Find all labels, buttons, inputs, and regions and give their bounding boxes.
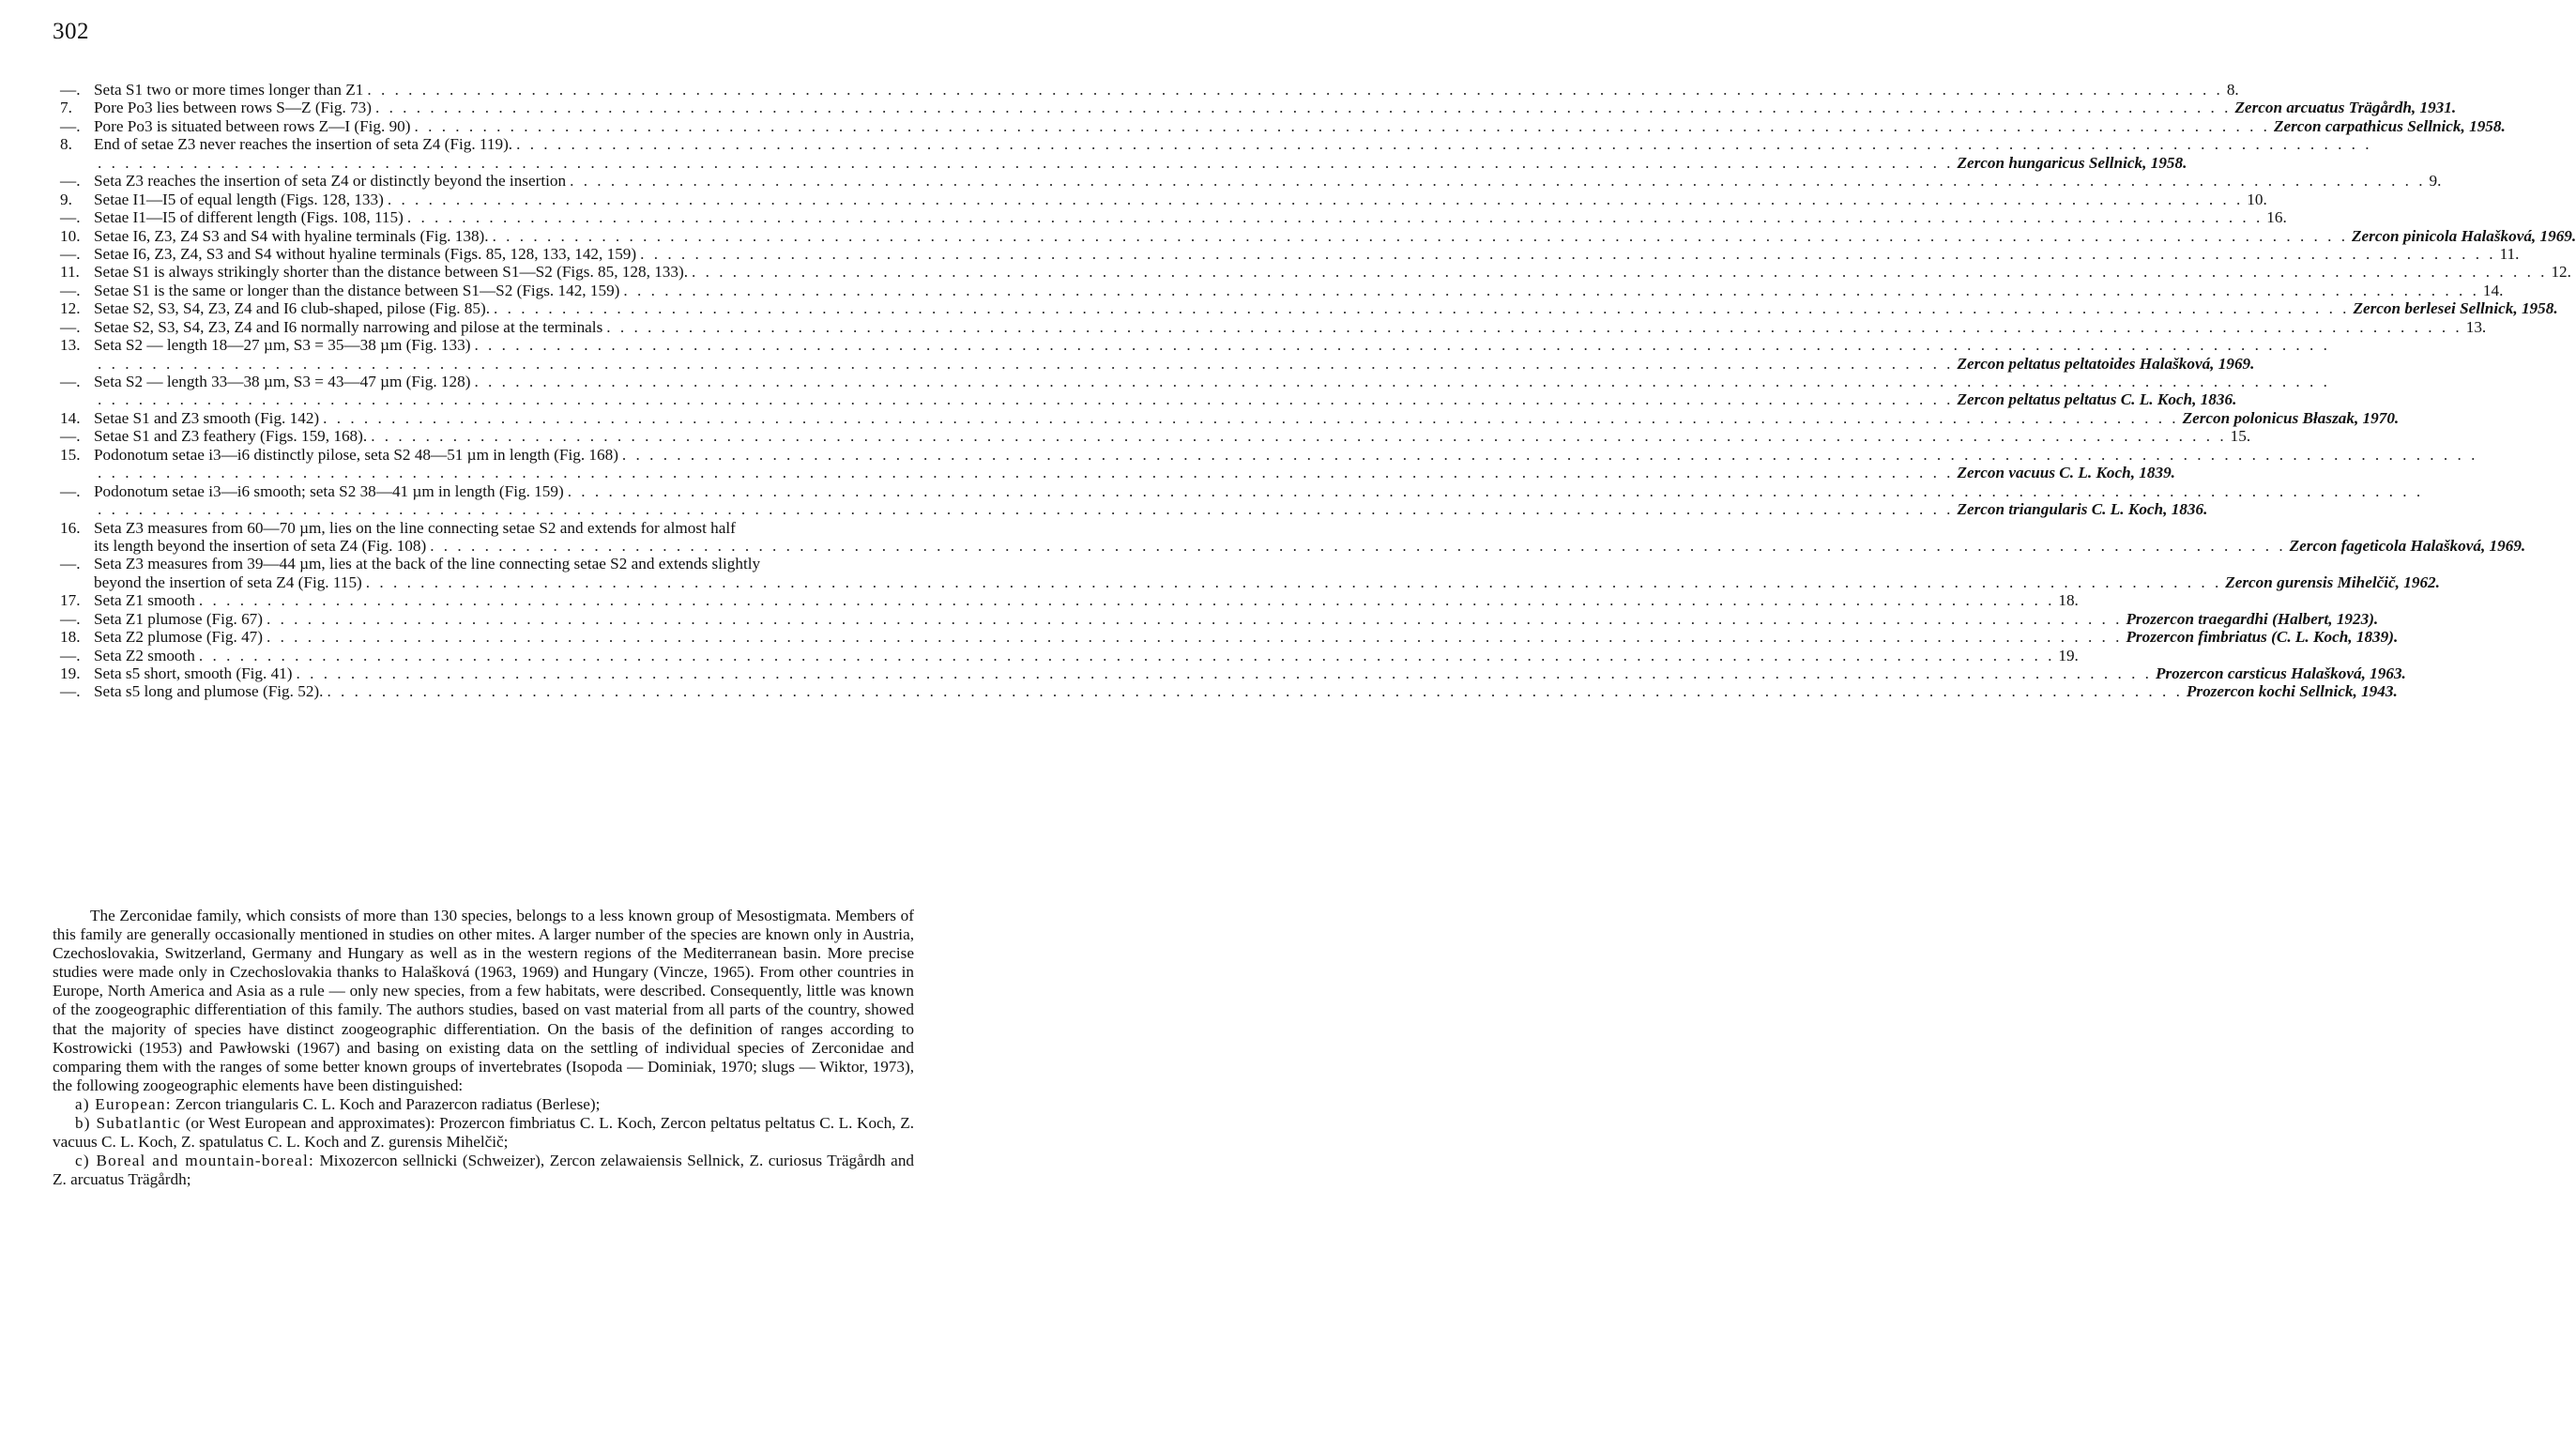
key-statement: Pore Po3 is situated between rows Z—I (Fig. 90) <box>94 116 411 135</box>
key-statement: Podonotum setae i3—i6 distinctly pilose, seta S2 48—51 µm in length (Fig. 168) <box>94 445 618 464</box>
key-line <box>60 682 2398 701</box>
key-couplet-number: 7. <box>60 99 72 117</box>
leader-dots <box>470 336 2333 354</box>
key-lead-number: 10. <box>2247 190 2267 208</box>
key-couplet-number: —. <box>60 373 81 390</box>
key-line <box>60 628 2399 647</box>
key-statement: End of setae Z3 never reaches the insertion of seta Z4 (Fig. 119). <box>94 135 513 154</box>
leader-dots <box>489 227 2352 245</box>
key-statement: Seta Z3 reaches the insertion of seta Z4 or distinctly beyond the insertion <box>94 172 567 191</box>
key-lead-number: 18. <box>2058 591 2079 610</box>
key-line <box>60 646 2079 664</box>
key-couplet-number: 12. <box>60 299 81 318</box>
key-couplet-number: 8. <box>60 135 72 154</box>
element-heading: c) Boreal and mountain-boreal: <box>75 1152 314 1170</box>
leader-dots <box>566 172 2429 190</box>
leader-dots <box>564 482 2427 500</box>
key-statement: Pore Po3 lies between rows S—Z (Fig. 73) <box>94 99 372 117</box>
key-statement: Setae I6, Z3, Z4, S3 and S4 without hyaline terminals (Figs. 85, 128, 133, 142, 159) <box>94 244 637 263</box>
element-text: Zercon triangularis C. L. Koch and Parazercon radiatus (Berlese); <box>175 1094 601 1113</box>
key-line <box>60 208 2287 227</box>
identification-key <box>60 81 2576 701</box>
key-lead-number: 15. <box>2230 427 2251 446</box>
leader-dots <box>470 373 2333 390</box>
key-taxon-result: Zercon pinicola Halašková, 1969. <box>2352 226 2576 245</box>
key-line <box>60 354 2255 373</box>
leader-dots <box>367 427 2230 445</box>
key-statement: Seta S2 — length 18—27 µm, S3 = 35—38 µm (Fig. 133) <box>94 336 471 355</box>
key-line <box>60 299 2558 318</box>
leader-dots <box>362 573 2225 591</box>
leader-dots <box>636 245 2499 263</box>
element-text: Mixozercon sellnicki (Schweizer), Zercon zelawaiensis Sellnick, Z. curiosus Trägårdh and Z. arcuatus Trägårdh; <box>53 1152 915 1189</box>
key-line <box>60 519 914 537</box>
leader-dots <box>323 682 2186 700</box>
leader-dots <box>94 500 1957 518</box>
key-couplet-number: 19. <box>60 664 81 682</box>
key-line <box>60 281 2504 299</box>
body-text <box>53 907 914 1189</box>
key-line <box>60 482 914 500</box>
key-statement: Seta Z3 measures from 60—70 µm, lies on the line connecting setae S2 and extends for almost half <box>94 518 736 537</box>
key-line <box>60 408 2400 427</box>
leader-dots <box>94 390 1957 408</box>
leader-dots <box>404 208 2266 226</box>
key-line <box>60 336 914 354</box>
key-lead-number: 11. <box>2499 244 2520 263</box>
key-line <box>60 153 2187 172</box>
key-couplet-number: 17. <box>60 591 81 610</box>
key-statement: Seta s5 long and plumose (Fig. 52). <box>94 682 324 701</box>
key-statement: Seta s5 short, smooth (Fig. 41) <box>94 664 293 682</box>
key-couplet-number: 18. <box>60 628 81 647</box>
key-couplet-number: —. <box>60 609 81 628</box>
key-lead-number: 16. <box>2266 208 2287 227</box>
key-couplet-number: 10. <box>60 226 81 245</box>
element-european <box>53 1095 914 1114</box>
key-taxon-result: Zercon vacuus C. L. Koch, 1839. <box>1957 464 2175 482</box>
key-taxon-result: Prozercon kochi Sellnick, 1943. <box>2186 682 2398 701</box>
key-couplet-number: —. <box>60 481 81 500</box>
key-couplet-number: —. <box>60 244 81 263</box>
leader-dots <box>94 154 1957 172</box>
key-line <box>60 81 2239 99</box>
key-statement: Setae S2, S3, S4, Z3, Z4 and I6 club-shaped, pilose (Fig. 85). <box>94 299 491 318</box>
key-line <box>60 373 914 390</box>
key-line <box>60 500 2208 519</box>
key-line <box>60 572 2440 591</box>
key-couplet-number: —. <box>60 281 81 299</box>
key-line <box>60 609 2379 628</box>
leader-dots <box>263 628 2126 646</box>
key-taxon-result: Zercon polonicus Błaszak, 1970. <box>2182 408 2400 427</box>
element-subatlantic <box>53 1114 914 1152</box>
key-line <box>60 664 2406 682</box>
key-taxon-result: Prozercon fimbriatus (C. L. Koch, 1839). <box>2126 628 2399 647</box>
key-lead-number: 12. <box>2551 263 2571 282</box>
key-line <box>60 591 2079 610</box>
key-couplet-number: —. <box>60 682 81 701</box>
key-line <box>60 536 2526 555</box>
key-taxon-result: Zercon carpathicus Sellnick, 1958. <box>2273 116 2506 135</box>
leader-dots <box>195 647 2058 664</box>
key-taxon-result: Zercon triangularis C. L. Koch, 1836. <box>1957 500 2208 519</box>
page-number: 302 <box>53 19 89 44</box>
key-couplet-number: —. <box>60 116 81 135</box>
key-couplet-number: 15. <box>60 445 81 464</box>
leader-dots <box>319 409 2182 427</box>
leader-dots <box>263 610 2126 628</box>
leader-dots <box>363 81 2226 99</box>
key-couplet-number: —. <box>60 555 81 573</box>
key-lead-number: 9. <box>2429 172 2442 191</box>
leader-dots <box>618 446 2481 464</box>
key-statement: Setae S1 is always strikingly shorter than the distance between S1—S2 (Figs. 85, 128, 133). <box>94 263 688 282</box>
key-line <box>60 99 2457 117</box>
leader-dots <box>411 117 2274 135</box>
key-couplet-number: 11. <box>60 263 80 282</box>
leader-dots <box>490 299 2353 317</box>
key-line <box>60 427 2251 446</box>
key-taxon-result: Zercon gurensis Mihelčič, 1962. <box>2225 572 2440 591</box>
key-statement: Setae S1 and Z3 smooth (Fig. 142) <box>94 408 320 427</box>
key-statement: Seta Z1 smooth <box>94 591 195 610</box>
leader-dots <box>619 282 2482 299</box>
leader-dots <box>602 318 2465 336</box>
leader-dots <box>512 135 2375 153</box>
leader-dots <box>372 99 2234 116</box>
key-statement: Setae S1 is the same or longer than the distance between S1—S2 (Figs. 142, 159) <box>94 281 620 299</box>
key-statement: its length beyond the insertion of seta Z4 (Fig. 108) <box>94 536 427 555</box>
key-couplet-number: 16. <box>60 518 81 537</box>
key-lead-number: 13. <box>2465 317 2487 336</box>
key-couplet-number: —. <box>60 427 81 446</box>
key-couplet-number: 9. <box>60 190 72 208</box>
key-line <box>60 226 2576 245</box>
key-statement: Seta Z3 measures from 39—44 µm, lies at the back of the line connecting setae S2 and extends slightly <box>94 555 761 573</box>
key-taxon-result: Zercon hungaricus Sellnick, 1958. <box>1957 153 2187 172</box>
key-statement: Setae I6, Z3, Z4 S3 and S4 with hyaline terminals (Fig. 138). <box>94 226 489 245</box>
key-statement: Seta S1 two or more times longer than Z1 <box>94 81 364 99</box>
key-line <box>60 555 914 572</box>
key-couplet-number: —. <box>60 81 81 99</box>
leader-dots <box>195 591 2058 609</box>
key-line <box>60 446 914 464</box>
leader-dots <box>94 464 1957 481</box>
key-line <box>60 116 2506 135</box>
intro-paragraph: The Zerconidae family, which consists of more than 130 species, belongs to a less known group of Mesostigmata. Members of this family are generally occasionally mentioned in studies on other mites. A larger number of the species are known only in Austria, Czechoslovakia, Switzerland, Germany and Hungary as well as in the western regions of the Mediterranean basin. More precise studies were made only in Czechoslovakia thanks to Halašková (1963, 1969) and Hungary (Vincze, 1965). From other countries in Europe, North America and Asia as a rule — only new species, from a few habitats, were described. Consequently, little was known of the zoogeographic differentiation of this family. The authors studies, based on vast material from all parts of the country, showed that the majority of species have distinct zoogeographic differentiation. On the basis of the definition of ranges according to Kostrowicki (1953) and Pawłowski (1967) and basing on existing data on the settling of individual species of Zerconidae and comparing them with the ranges of some better known groups of invertebrates (Isopoda — Dominiak, 1970; slugs — Wiktor, 1973), the following zoogeographic elements have been distinguished: <box>53 907 914 1094</box>
element-heading: b) Subatlantic <box>75 1114 182 1133</box>
key-statement: Seta Z1 plumose (Fig. 67) <box>94 609 263 628</box>
key-statement: beyond the insertion of seta Z4 (Fig. 115) <box>94 572 362 591</box>
key-statement: Setae S1 and Z3 feathery (Figs. 159, 168). <box>94 427 368 446</box>
key-statement: Seta S2 — length 33—38 µm, S3 = 43—47 µm (Fig. 128) <box>94 373 471 390</box>
element-heading: a) European: <box>75 1094 172 1113</box>
element-text: (or West European and approximates): Prozercon fimbriatus C. L. Koch, Zercon peltatus peltatus C. L. Koch, Z. vacuus C. L. Koch, Z. spatulatus C. L. Koch and Z. gurensis Mihelčič; <box>53 1114 914 1152</box>
key-couplet-number: —. <box>60 208 81 227</box>
key-taxon-result: Zercon berlesei Sellnick, 1958. <box>2353 299 2558 318</box>
leader-dots <box>426 537 2289 555</box>
key-lead-number: 19. <box>2058 646 2079 664</box>
key-line <box>60 390 2237 409</box>
key-statement: Podonotum setae i3—i6 smooth; seta S2 38—41 µm in length (Fig. 159) <box>94 481 564 500</box>
key-taxon-result: Zercon arcuatus Trägårdh, 1931. <box>2234 99 2457 117</box>
key-taxon-result: Zercon fageticola Halašková, 1969. <box>2289 536 2526 555</box>
element-boreal <box>53 1152 914 1189</box>
key-statement: Seta Z2 plumose (Fig. 47) <box>94 628 263 647</box>
key-line <box>60 172 2442 191</box>
leader-dots <box>688 263 2551 281</box>
key-lead-number: 8. <box>2226 81 2239 99</box>
key-line <box>60 317 2487 336</box>
key-couplet-number: —. <box>60 172 81 191</box>
key-couplet-number: 14. <box>60 408 81 427</box>
key-line <box>60 263 2571 282</box>
key-line <box>60 464 2175 482</box>
leader-dots <box>94 355 1957 373</box>
leader-dots <box>384 191 2247 208</box>
key-taxon-result: Zercon peltatus peltatus C. L. Koch, 1836. <box>1957 390 2237 409</box>
key-statement: Setae I1—I5 of different length (Figs. 108, 115) <box>94 208 404 227</box>
key-couplet-number: 13. <box>60 336 81 355</box>
key-taxon-result: Zercon peltatus peltatoides Halašková, 1969. <box>1957 354 2255 373</box>
key-taxon-result: Prozercon carsticus Halašková, 1963. <box>2155 664 2406 682</box>
key-lead-number: 14. <box>2482 281 2504 299</box>
key-line <box>60 135 914 153</box>
key-statement: Setae S2, S3, S4, Z3, Z4 and I6 normally narrowing and pilose at the terminals <box>94 317 603 336</box>
key-couplet-number: —. <box>60 646 81 664</box>
key-couplet-number: —. <box>60 317 81 336</box>
key-line <box>60 190 2267 208</box>
key-statement: Setae I1—I5 of equal length (Figs. 128, 133) <box>94 190 384 208</box>
key-statement: Seta Z2 smooth <box>94 646 195 664</box>
key-line <box>60 244 2520 263</box>
leader-dots <box>293 664 2156 682</box>
key-taxon-result: Prozercon traegardhi (Halbert, 1923). <box>2126 609 2379 628</box>
